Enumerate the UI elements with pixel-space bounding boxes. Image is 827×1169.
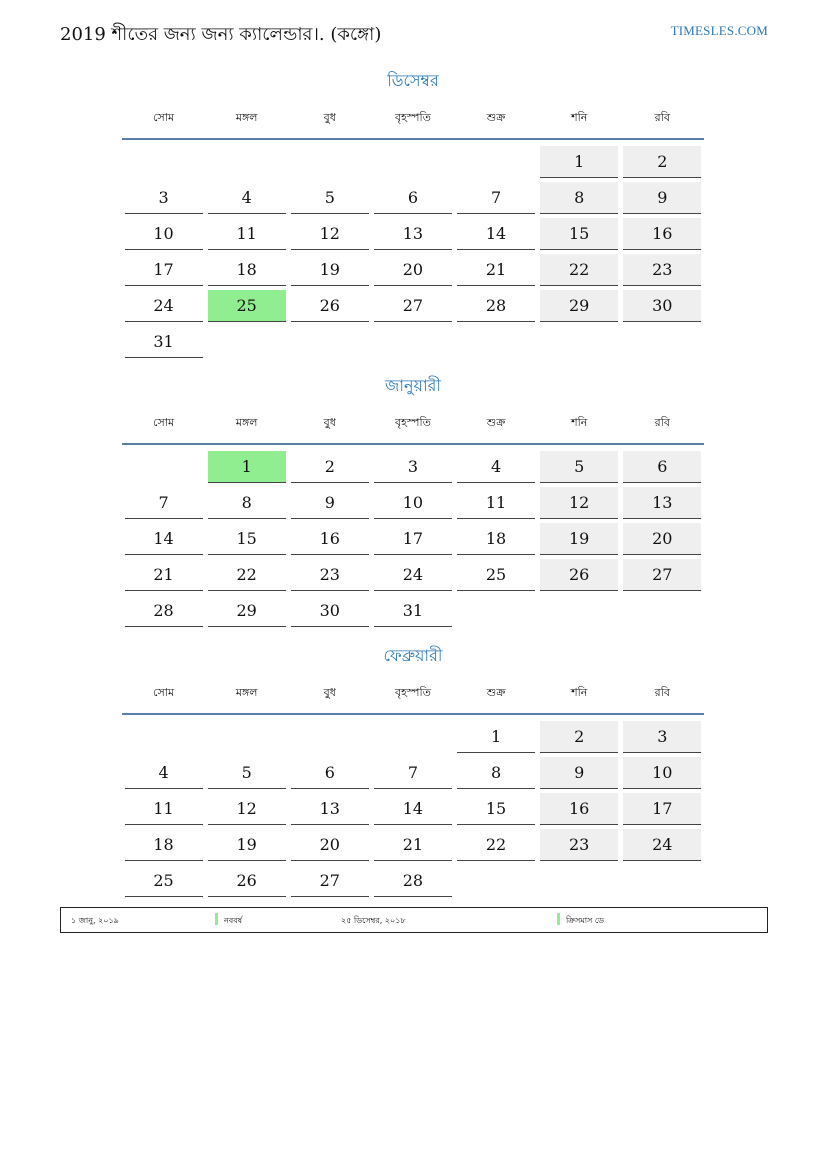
day-cell: 8 [540, 182, 618, 214]
weekday-label: বুধ [323, 686, 336, 699]
weekday-label: শনি [571, 686, 588, 699]
day-cell: 8 [208, 487, 286, 519]
day-cell: 6 [623, 451, 701, 483]
empty-day-cell [208, 146, 286, 177]
day-cell: 30 [291, 595, 369, 627]
day-cell: 13 [291, 793, 369, 825]
day-cell: 21 [457, 254, 535, 286]
weekday-label: রবি [654, 686, 670, 699]
empty-day-cell [374, 326, 452, 357]
day-cell: 6 [291, 757, 369, 789]
empty-day-cell [623, 595, 701, 626]
day-cell: 31 [125, 326, 203, 358]
legend-date-1: ১ জানু, ২০১৯ [71, 916, 119, 925]
weekday-label: শুক্র [486, 416, 506, 429]
day-cell: 26 [208, 865, 286, 897]
day-cell: 3 [125, 182, 203, 214]
week-row [122, 591, 704, 627]
day-cell: 13 [623, 487, 701, 519]
day-cell: 15 [540, 218, 618, 250]
empty-day-cell [623, 865, 701, 896]
empty-day-cell [291, 326, 369, 357]
page-title: 2019 শীতের জন্য জন্য ক্যালেন্ডার।. (কঙ্গো) [60, 24, 382, 45]
day-cell: 3 [623, 721, 701, 753]
day-cell: 7 [457, 182, 535, 214]
day-grid [122, 715, 704, 897]
day-cell: 31 [374, 595, 452, 627]
day-cell: 16 [623, 218, 701, 250]
day-cell: 16 [291, 523, 369, 555]
holiday-day-cell: 1 [208, 451, 286, 483]
weekday-label: শনি [571, 111, 588, 124]
week-row [122, 861, 704, 897]
weekday-label: রবি [654, 111, 670, 124]
week-row [122, 789, 704, 825]
empty-day-cell [374, 146, 452, 177]
day-cell: 10 [374, 487, 452, 519]
day-cell: 15 [457, 793, 535, 825]
empty-day-cell [208, 721, 286, 752]
weekday-label: মঙ্গল [235, 416, 258, 429]
weekday-label: বুধ [323, 111, 336, 124]
week-row [122, 825, 704, 861]
day-cell: 18 [125, 829, 203, 861]
day-cell: 23 [291, 559, 369, 591]
day-cell: 22 [540, 254, 618, 286]
empty-day-cell [374, 721, 452, 752]
weekday-header [122, 681, 704, 715]
weekday-label: বৃহস্পতি [394, 686, 431, 699]
day-cell: 12 [540, 487, 618, 519]
day-cell: 21 [374, 829, 452, 861]
day-cell: 8 [457, 757, 535, 789]
empty-day-cell [208, 326, 286, 357]
day-cell: 23 [540, 829, 618, 861]
day-cell: 17 [125, 254, 203, 286]
day-cell: 27 [291, 865, 369, 897]
day-cell: 29 [208, 595, 286, 627]
week-row [122, 214, 704, 250]
day-cell: 27 [623, 559, 701, 591]
day-cell: 20 [623, 523, 701, 555]
day-cell: 25 [457, 559, 535, 591]
weekday-label: শুক্র [486, 686, 506, 699]
day-cell: 10 [623, 757, 701, 789]
day-cell: 3 [374, 451, 452, 483]
day-cell: 27 [374, 290, 452, 322]
day-cell: 15 [208, 523, 286, 555]
empty-day-cell [540, 326, 618, 357]
day-cell: 19 [540, 523, 618, 555]
day-cell: 28 [374, 865, 452, 897]
weekday-header [122, 106, 704, 140]
day-cell: 14 [374, 793, 452, 825]
day-cell: 22 [457, 829, 535, 861]
weekday-label: সোম [153, 416, 175, 429]
day-cell: 4 [125, 757, 203, 789]
empty-day-cell [291, 721, 369, 752]
day-cell: 20 [291, 829, 369, 861]
day-cell: 12 [291, 218, 369, 250]
empty-day-cell [457, 326, 535, 357]
week-row [122, 142, 704, 178]
week-row [122, 250, 704, 286]
empty-day-cell [125, 721, 203, 752]
month-title: জানুয়ারী [385, 376, 441, 395]
weekday-label: বুধ [323, 416, 336, 429]
day-cell: 14 [125, 523, 203, 555]
day-grid [122, 445, 704, 627]
day-cell: 5 [291, 182, 369, 214]
day-cell: 10 [125, 218, 203, 250]
weekday-header [122, 411, 704, 445]
day-cell: 7 [125, 487, 203, 519]
weekday-label: শুক্র [486, 111, 506, 124]
day-cell: 9 [291, 487, 369, 519]
week-row [122, 483, 704, 519]
empty-day-cell [540, 865, 618, 896]
week-row [122, 322, 704, 358]
day-cell: 26 [291, 290, 369, 322]
week-row [122, 717, 704, 753]
day-cell: 7 [374, 757, 452, 789]
weekday-label: মঙ্গল [235, 111, 258, 124]
day-cell: 13 [374, 218, 452, 250]
empty-day-cell [623, 326, 701, 357]
day-cell: 17 [374, 523, 452, 555]
holiday-legend [60, 907, 768, 933]
day-cell: 24 [374, 559, 452, 591]
empty-day-cell [125, 146, 203, 177]
weekday-label: শনি [571, 416, 588, 429]
day-cell: 24 [125, 290, 203, 322]
site-link[interactable]: TIMESLES.COM [670, 23, 768, 38]
weekday-label: সোম [153, 686, 175, 699]
day-cell: 4 [208, 182, 286, 214]
month-title: ডিসেম্বর [387, 71, 439, 90]
month-february [122, 643, 704, 897]
day-cell: 28 [457, 290, 535, 322]
day-cell: 16 [540, 793, 618, 825]
day-cell: 5 [208, 757, 286, 789]
holiday-day-cell: 25 [208, 290, 286, 322]
weekday-label: সোম [153, 111, 175, 124]
empty-day-cell [457, 595, 535, 626]
weekday-label: বৃহস্পতি [394, 111, 431, 124]
day-cell: 9 [540, 757, 618, 789]
day-cell: 24 [623, 829, 701, 861]
day-cell: 26 [540, 559, 618, 591]
week-row [122, 178, 704, 214]
day-grid [122, 140, 704, 358]
day-cell: 17 [623, 793, 701, 825]
week-row [122, 753, 704, 789]
day-cell: 1 [540, 146, 618, 178]
day-cell: 9 [623, 182, 701, 214]
day-cell: 11 [208, 218, 286, 250]
day-cell: 5 [540, 451, 618, 483]
day-cell: 2 [623, 146, 701, 178]
day-cell: 2 [291, 451, 369, 483]
empty-day-cell [457, 865, 535, 896]
month-title: ফেব্রুয়ারী [383, 646, 443, 665]
day-cell: 6 [374, 182, 452, 214]
weekday-label: মঙ্গল [235, 686, 258, 699]
day-cell: 18 [208, 254, 286, 286]
day-cell: 19 [291, 254, 369, 286]
legend-name-1: নববর্ষ [224, 916, 243, 925]
day-cell: 20 [374, 254, 452, 286]
day-cell: 19 [208, 829, 286, 861]
day-cell: 2 [540, 721, 618, 753]
empty-day-cell [540, 595, 618, 626]
day-cell: 4 [457, 451, 535, 483]
empty-day-cell [125, 451, 203, 482]
empty-day-cell [457, 146, 535, 177]
day-cell: 14 [457, 218, 535, 250]
day-cell: 11 [457, 487, 535, 519]
weekday-label: রবি [654, 416, 670, 429]
week-row [122, 447, 704, 483]
week-row [122, 286, 704, 322]
legend-name-2: ক্রিসমাস ডে [566, 916, 604, 925]
day-cell: 18 [457, 523, 535, 555]
legend-date-2: ২৫ ডিসেম্বর, ২০১৮ [341, 916, 406, 925]
day-cell: 11 [125, 793, 203, 825]
day-cell: 1 [457, 721, 535, 753]
legend-marker-1 [215, 913, 218, 925]
empty-day-cell [291, 146, 369, 177]
weekday-label: বৃহস্পতি [394, 416, 431, 429]
month-january [122, 373, 704, 627]
day-cell: 21 [125, 559, 203, 591]
day-cell: 22 [208, 559, 286, 591]
day-cell: 12 [208, 793, 286, 825]
month-december [122, 68, 704, 358]
week-row [122, 519, 704, 555]
day-cell: 30 [623, 290, 701, 322]
day-cell: 29 [540, 290, 618, 322]
week-row [122, 555, 704, 591]
day-cell: 23 [623, 254, 701, 286]
legend-marker-2 [557, 913, 560, 925]
day-cell: 25 [125, 865, 203, 897]
day-cell: 28 [125, 595, 203, 627]
